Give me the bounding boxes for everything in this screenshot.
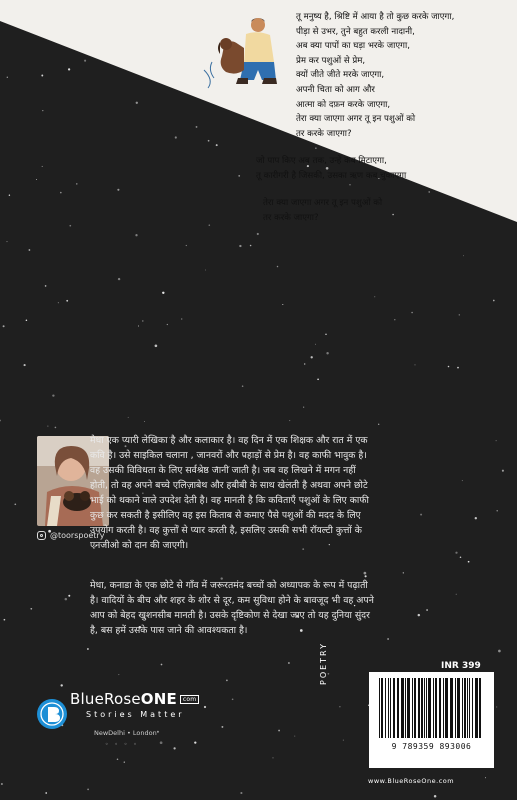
barcode-bar xyxy=(433,678,434,738)
speckle xyxy=(55,427,57,429)
barcode-bar xyxy=(479,678,481,738)
speckle xyxy=(87,648,89,650)
barcode-bar xyxy=(462,678,463,738)
barcode-bar xyxy=(385,678,386,738)
barcode-bar xyxy=(421,678,423,738)
bio-line: आप को बेहद खुशनसीब मानती है। उसके दृष्टिकोण से देखा जाए तो यह दुनिया सुंदर xyxy=(90,610,370,621)
poem-stanza-1 xyxy=(296,10,454,141)
speckle xyxy=(58,302,59,303)
speckle xyxy=(411,312,413,314)
speckle xyxy=(498,650,501,653)
publisher-badge: com xyxy=(180,695,199,704)
speckle xyxy=(277,266,279,268)
speckle xyxy=(294,736,295,737)
publisher-locations: NewDelhi • London xyxy=(94,729,157,737)
speckle xyxy=(315,344,316,345)
speckle xyxy=(144,421,145,422)
speckle xyxy=(485,777,486,778)
publisher-name-regular: BlueRose xyxy=(70,690,141,708)
speckle xyxy=(496,706,497,707)
poem-stanza-3 xyxy=(263,196,382,225)
bio-line: वह उसकी विविधता के लिए सर्वश्रेष्ठ जानी जाती है। जब वह लिखने में मगन नहीं xyxy=(90,465,356,476)
barcode-bar xyxy=(407,678,410,738)
poem-line: आत्मा को दफ़न करके जाएगा, xyxy=(296,99,391,110)
speckle xyxy=(208,140,210,142)
poem-line: तू कारीगरी है जिसकी, उसका ऋण कब चुकाएगा xyxy=(256,170,407,181)
speckle xyxy=(162,292,164,294)
speckle xyxy=(325,334,326,335)
bio-line: है, बस हमें उसके पास जाने की आवश्यकता है। xyxy=(90,625,248,636)
speckle xyxy=(7,77,8,78)
poem-line: तर करके जाएगा? xyxy=(296,128,352,139)
speckle xyxy=(68,68,70,70)
speckle xyxy=(239,245,241,247)
speckle xyxy=(60,684,62,686)
speckle xyxy=(460,557,462,559)
barcode-bar xyxy=(379,678,380,738)
publisher-website[interactable]: www.BlueRoseOne.com xyxy=(368,777,455,785)
bio-line: कवि है। उसे साइकिल चलाना , जानवरों और पहाड़ों से प्रेम है। वह काफी भावुक है। xyxy=(90,450,367,461)
speckle xyxy=(242,385,244,387)
speckle xyxy=(278,730,280,732)
speckle xyxy=(160,741,163,744)
speckle xyxy=(6,241,7,242)
speckle xyxy=(326,352,328,354)
social-icons: ◦ ◦ ◦ ◦ xyxy=(105,741,139,748)
price-label: INR 399 xyxy=(441,661,481,671)
barcode-bar xyxy=(418,678,420,738)
speckle xyxy=(317,378,319,380)
speckle xyxy=(30,608,32,610)
speckle xyxy=(161,664,163,666)
speckle xyxy=(9,195,10,196)
speckle xyxy=(4,619,6,621)
author-bio-paragraph-1 xyxy=(90,433,500,553)
poem-line: तू मनुष्य है, श्रिष्टि में आया है तो कुछ करके जाएगा, xyxy=(296,12,455,22)
speckle xyxy=(3,325,5,327)
speckle xyxy=(205,270,206,271)
barcode-bar xyxy=(401,678,404,738)
speckle xyxy=(29,249,31,251)
barcode-bar xyxy=(412,678,413,738)
speckle xyxy=(343,740,344,741)
speckle xyxy=(273,757,274,758)
speckle xyxy=(60,192,62,194)
bio-line: उपयोग करती है। वह कुत्तों से प्यार करती है, इसलिए उसकी सभी रॉयल्टी कुत्तों के xyxy=(90,525,362,536)
speckle xyxy=(240,792,242,794)
speckle xyxy=(66,300,68,302)
speckle xyxy=(117,189,119,191)
speckle xyxy=(339,706,340,707)
instagram-icon xyxy=(37,531,46,540)
speckle xyxy=(204,706,206,708)
instagram-handle-text: @toorspoetry xyxy=(50,531,105,540)
speckle xyxy=(378,424,379,425)
speckle xyxy=(459,314,460,315)
barcode-bar xyxy=(397,678,399,738)
speckle xyxy=(209,224,211,226)
poem-line: अब क्या पापों का घड़ा भरके जाएगा, xyxy=(296,41,410,52)
genre-label: POETRY xyxy=(319,642,328,685)
speckle xyxy=(463,255,464,256)
speckle xyxy=(36,179,37,180)
publisher-tagline: Stories Matter xyxy=(86,710,185,719)
speckle xyxy=(232,698,234,700)
poem-line: प्रेम कर पशुओं से प्रेम, xyxy=(296,55,366,66)
barcode-bar xyxy=(435,678,437,738)
speckle xyxy=(428,191,429,192)
speckle xyxy=(364,572,367,575)
speckle xyxy=(76,183,77,184)
speckle xyxy=(394,319,395,320)
speckle xyxy=(68,595,70,597)
speckle xyxy=(457,367,459,369)
speckle xyxy=(26,320,28,322)
speckle xyxy=(311,356,313,358)
speckle xyxy=(289,420,290,421)
speckle xyxy=(167,324,168,325)
speckle xyxy=(45,792,47,794)
barcode-bar xyxy=(428,678,431,738)
speckle xyxy=(52,394,54,396)
barcode-bar xyxy=(464,678,466,738)
barcode-bar xyxy=(388,678,389,738)
speckle xyxy=(304,363,305,364)
bio-line: कुछ कर सकती है इसीलिए वह इस किताब से कमाए पैसे पशुओं की मदद के लिए xyxy=(90,510,361,521)
speckle xyxy=(124,761,125,762)
isbn-barcode xyxy=(369,672,494,768)
barcode-bar xyxy=(426,678,427,738)
speckle xyxy=(47,426,48,427)
barcode-bar xyxy=(405,678,406,738)
isbn-number: 9 789359 893006 xyxy=(391,742,472,751)
speckle xyxy=(84,60,86,62)
speckle xyxy=(250,245,252,247)
speckle xyxy=(87,789,89,791)
speckle xyxy=(175,136,177,138)
speckle xyxy=(142,320,143,321)
bio-line: मेधा, कनाडा के एक छोटे से गाँव में जरूरतमंद बच्चों को अध्यापक के रूप में पढ़ाती xyxy=(90,580,368,591)
speckle xyxy=(118,278,120,280)
barcode-bar xyxy=(455,678,456,738)
speckle xyxy=(257,233,259,235)
speckle xyxy=(374,296,375,297)
speckle xyxy=(238,175,240,177)
bio-line: मेधा एक प्यारी लेखिका है और कलाकार है। वह दिन में एक शिक्षक और रात में एक xyxy=(90,435,368,446)
bio-line: एनजीओ को दान की जाएगी। xyxy=(90,540,189,551)
speckle xyxy=(135,234,137,236)
speckle xyxy=(41,75,43,77)
barcode-bar xyxy=(445,678,448,738)
poem-line: पीड़ा से उभर, तुने बहुत करली नादानी, xyxy=(296,26,415,37)
poem-line: तेरा क्या जाएगा अगर तू इन पशुओं को xyxy=(263,198,383,208)
barcode-bar xyxy=(424,678,425,738)
speckle xyxy=(468,561,470,563)
speckle xyxy=(387,638,389,640)
bio-line: है। वादियों के बीच और शहर के शोर से दूर, कम सुविधा होने के बावजूद भी वह अपने xyxy=(90,595,374,606)
speckle xyxy=(303,407,304,408)
speckle xyxy=(288,662,290,664)
barcode-bar xyxy=(475,678,478,738)
speckle xyxy=(155,344,158,347)
speckle xyxy=(502,470,504,472)
barcode-bar xyxy=(467,678,468,738)
bio-line: भाई को थकाने वाले उपदेश देती है। वह मानती है कि कविताएँ पशुओं के लिए काफी xyxy=(90,495,369,506)
speckle xyxy=(157,731,159,733)
poem-line: अपनी चिता को आग और xyxy=(296,84,375,95)
barcode-bar xyxy=(472,678,473,738)
poem-line: जो पाप किए अब तक, उन्हें कब मिटाएगा, xyxy=(256,156,387,166)
speckle xyxy=(138,326,139,327)
speckle xyxy=(42,110,43,111)
speckle xyxy=(221,726,223,728)
bluerose-logo-mark xyxy=(37,699,67,729)
barcode-bar xyxy=(414,678,416,738)
barcode-bar xyxy=(439,678,441,738)
speckle xyxy=(128,417,129,418)
speckle xyxy=(194,741,196,743)
speckle xyxy=(493,300,495,302)
barcode-bar xyxy=(450,678,453,738)
publisher-name-bold: ONE xyxy=(140,690,177,708)
bio-line: होती, तो वह अपने बच्चे एलिज़ाबेथ और हबीबी के साथ खेलती है अथवा अपने छोटे xyxy=(90,480,368,491)
speckle xyxy=(24,364,26,366)
speckle xyxy=(226,680,228,682)
barcode-bar xyxy=(457,678,460,738)
speckle xyxy=(196,126,198,128)
speckle xyxy=(349,184,350,185)
speckle xyxy=(136,102,138,104)
speckle xyxy=(173,747,175,749)
poem-line: तेरा क्या जाएगा अगर तू इन पशुओं को xyxy=(296,114,416,125)
speckle xyxy=(42,166,43,167)
speckle xyxy=(45,285,47,287)
barcode-bar xyxy=(469,678,470,738)
publisher-name xyxy=(70,690,199,708)
barcode-bar xyxy=(390,678,391,738)
speckle xyxy=(448,366,450,368)
speckle xyxy=(434,795,437,798)
speckle xyxy=(216,144,218,146)
speckle xyxy=(1,783,3,785)
barcode-bar xyxy=(393,678,395,738)
speckle xyxy=(65,598,68,601)
speckle xyxy=(69,225,71,227)
barcode-bar xyxy=(381,678,383,738)
speckle xyxy=(403,572,404,573)
speckle xyxy=(118,674,119,675)
poem-stanza-2 xyxy=(256,154,406,183)
speckle xyxy=(181,319,182,320)
speckle xyxy=(282,304,283,305)
speckle xyxy=(186,245,187,246)
speckle xyxy=(415,364,416,365)
speckle xyxy=(392,214,394,216)
speckle xyxy=(117,758,119,760)
barcode-bars xyxy=(377,678,486,740)
author-bio-paragraph-2 xyxy=(90,578,500,638)
speckle xyxy=(14,503,16,505)
poem-line: क्यों जीते जीते मरके जाएगा, xyxy=(296,70,385,81)
poem-line: तर करके जाएगा? xyxy=(263,212,319,223)
speckle xyxy=(315,148,316,149)
barcode-bar xyxy=(443,678,444,738)
